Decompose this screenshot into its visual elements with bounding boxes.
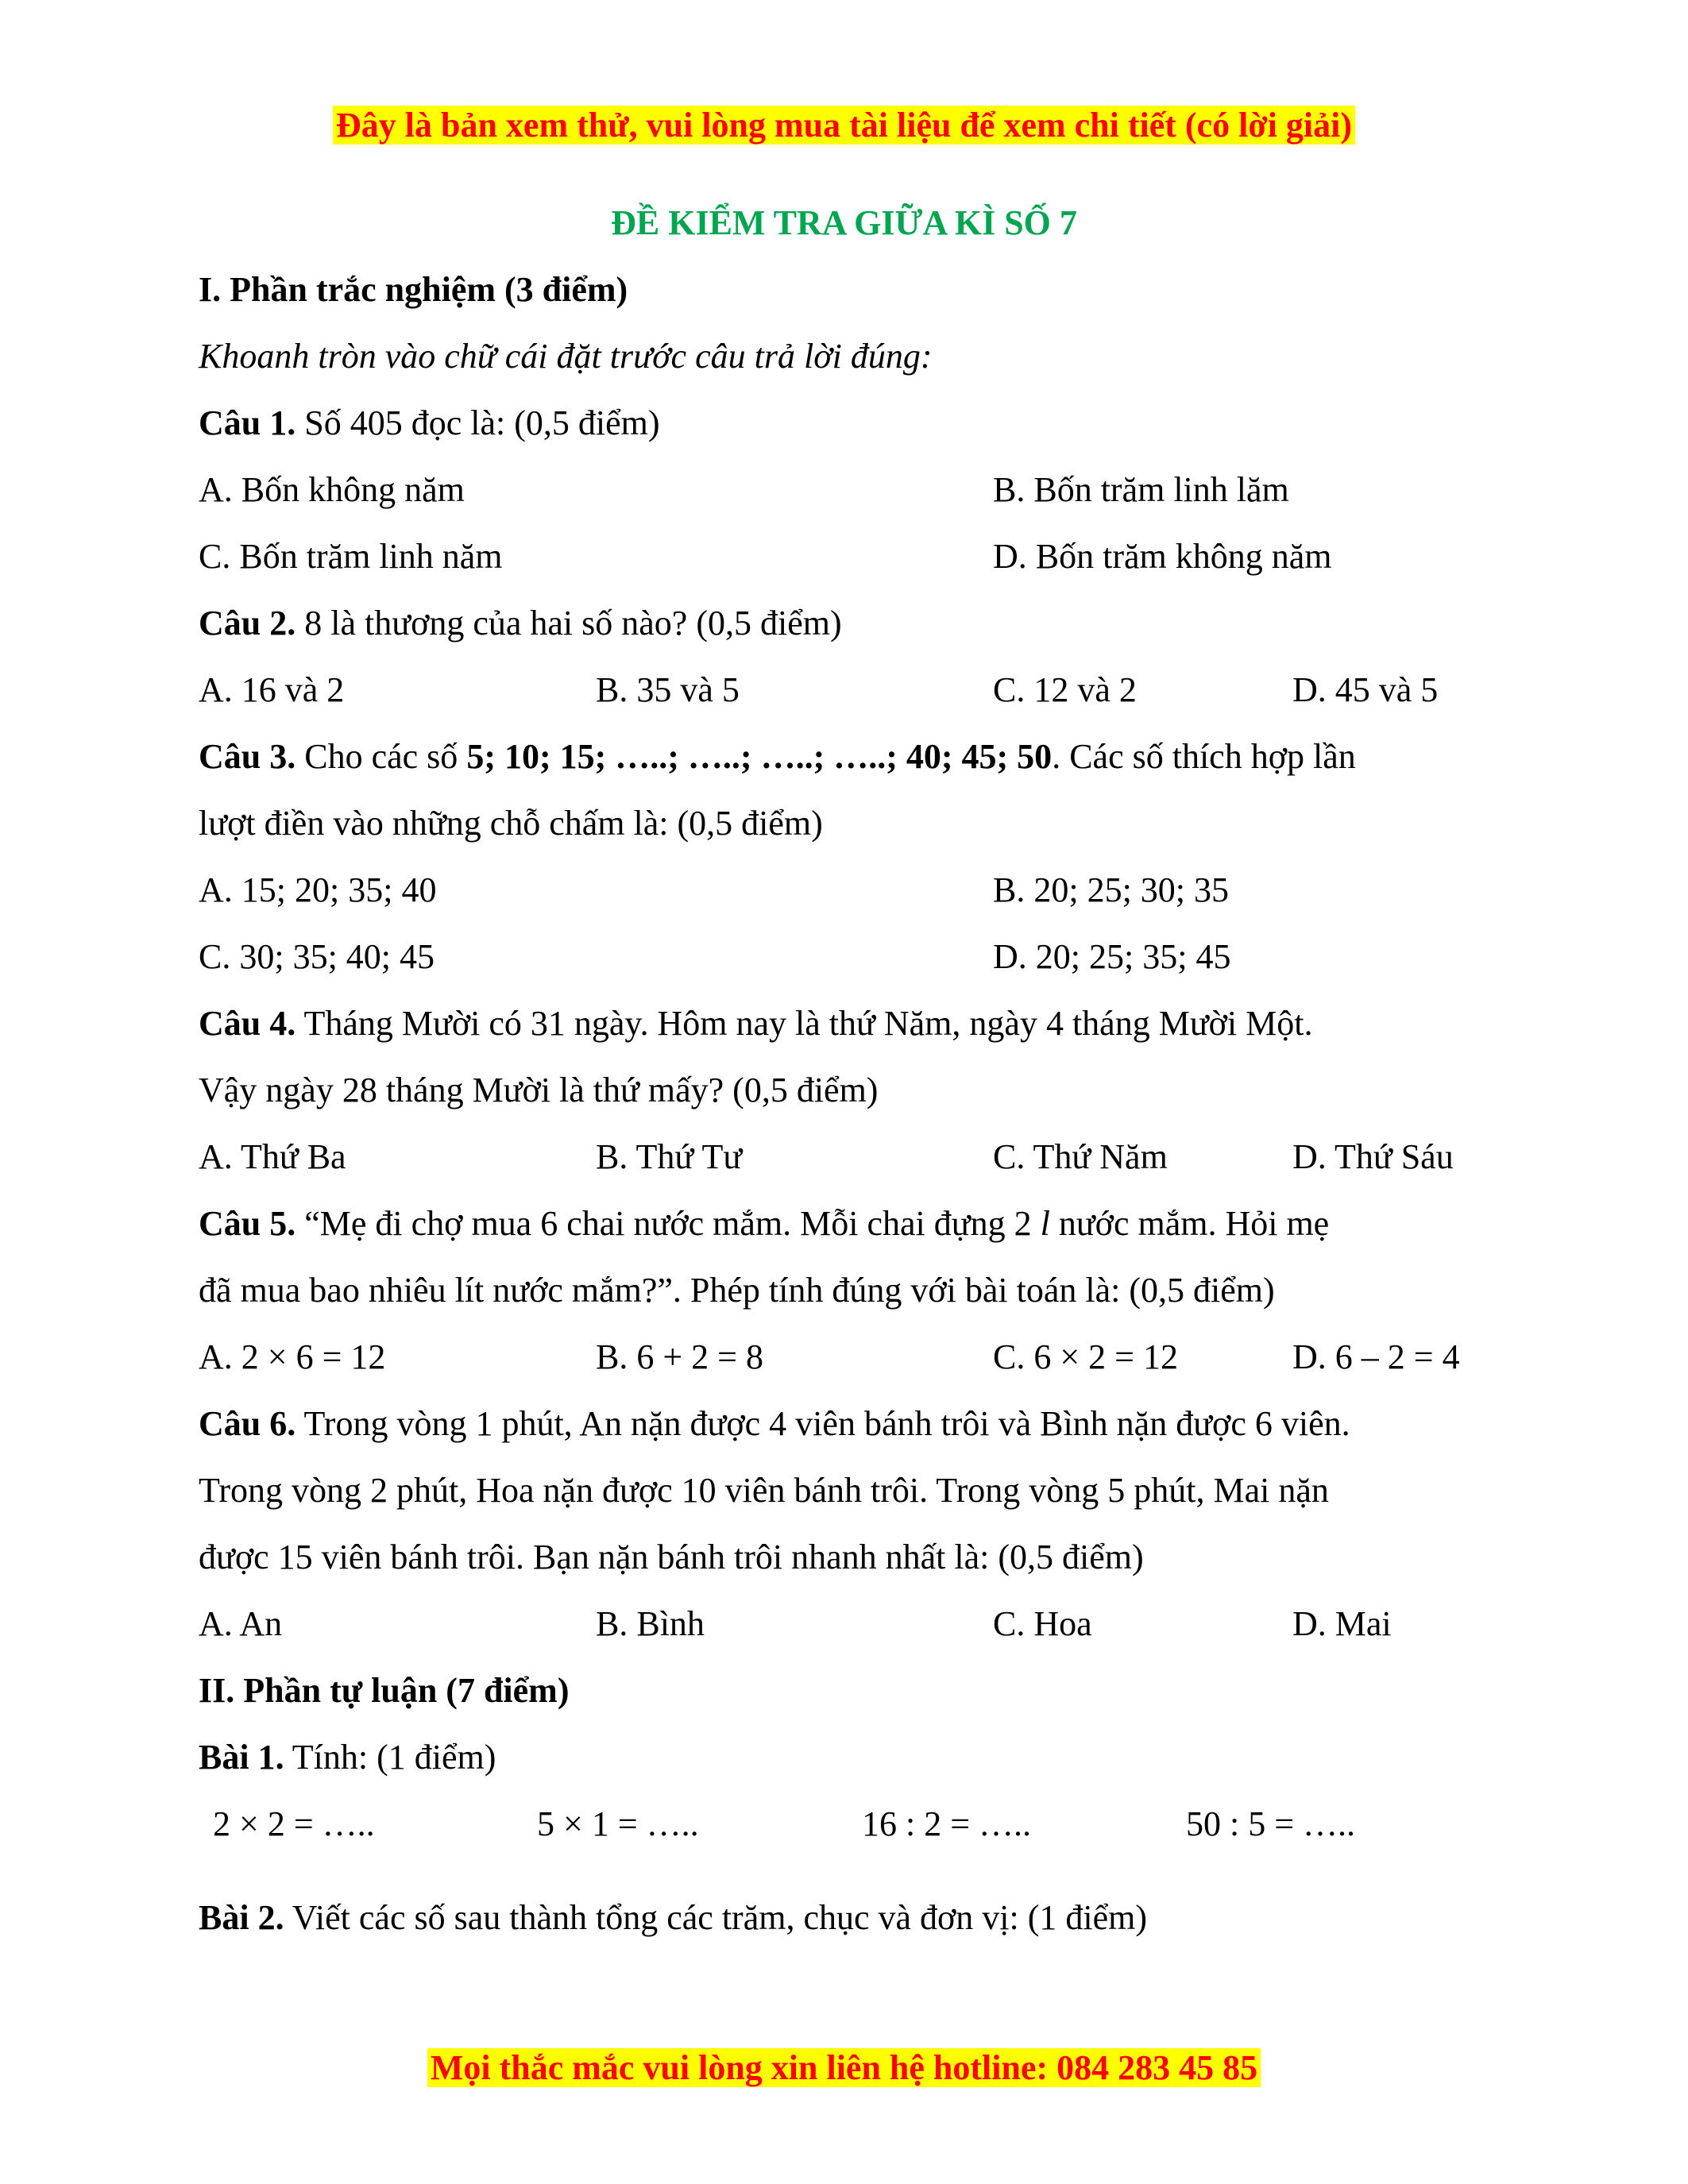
question-5-option-a: A. 2 × 6 = 12 [199, 1337, 386, 1376]
question-2-option-b: B. 35 và 5 [596, 670, 740, 709]
calc-item-2: 5 × 1 = ….. [537, 1804, 699, 1843]
calc-item-3: 16 : 2 = ….. [862, 1804, 1032, 1843]
question-6-option-a: A. An [199, 1604, 283, 1643]
question-2-option-d: D. 45 và 5 [1292, 670, 1439, 709]
preview-banner: Đây là bản xem thử, vui lòng mua tài liệu để xem chi tiết (có lời giải) [333, 106, 1355, 145]
question-2-options [199, 657, 1501, 723]
question-4-text: Tháng Mười có 31 ngày. Hôm nay là thứ Năm, ngày 4 tháng Mười Một. [295, 1004, 1313, 1043]
question-6 [199, 1391, 1501, 1457]
question-2 [199, 590, 1501, 657]
exercise-1 [199, 1724, 1501, 1791]
question-6-text: Trong vòng 1 phút, An nặn được 4 viên bánh trôi và Bình nặn được 6 viên. [295, 1404, 1350, 1443]
question-6-label: Câu 6. [199, 1404, 296, 1443]
question-1-options-row-2 [199, 523, 1501, 590]
exercise-2-label: Bài 2. [199, 1898, 284, 1937]
question-5-text-post: nước mắm. Hỏi mẹ [1049, 1204, 1330, 1243]
question-3 [199, 723, 1501, 790]
question-4-option-b: B. Thứ Tư [596, 1137, 743, 1176]
question-5-line-2: đã mua bao nhiêu lít nước mắm?”. Phép tính đúng với bài toán là: (0,5 điểm) [199, 1271, 1275, 1310]
question-3-option-a: A. 15; 20; 35; 40 [199, 870, 437, 909]
question-1-text: Số 405 đọc là: (0,5 điểm) [295, 403, 660, 442]
question-4-label: Câu 4. [199, 1004, 296, 1043]
question-6-options [199, 1591, 1501, 1657]
hotline-footer: Mọi thắc mắc vui lòng xin liên hệ hotline: 084 283 45 85 [427, 2048, 1261, 2087]
question-1-option-d: D. Bốn trăm không năm [993, 537, 1332, 576]
question-3-line-2: lượt điền vào những chỗ chấm là: (0,5 điểm) [199, 804, 823, 843]
part1-heading: I. Phần trắc nghiệm (3 điểm) [199, 270, 628, 309]
calc-item-4: 50 : 5 = ….. [1186, 1804, 1356, 1843]
question-2-text: 8 là thương của hai số nào? (0,5 điểm) [295, 604, 842, 642]
question-5-label: Câu 5. [199, 1204, 296, 1243]
question-4-option-a: A. Thứ Ba [199, 1137, 346, 1176]
question-4-options [199, 1124, 1501, 1190]
exercise-1-text: Tính: (1 điểm) [284, 1738, 496, 1777]
part1-instruction: Khoanh tròn vào chữ cái đặt trước câu trả lời đúng: [199, 337, 933, 376]
question-3-text-post: . Các số thích hợp lần [1052, 737, 1356, 776]
question-1-option-c: C. Bốn trăm linh năm [199, 537, 503, 576]
question-3-text-pre: Cho các số [295, 737, 467, 776]
question-1 [199, 390, 1501, 457]
question-5-options [199, 1324, 1501, 1391]
question-2-option-c: C. 12 và 2 [993, 670, 1137, 709]
question-6-line-2: Trong vòng 2 phút, Hoa nặn được 10 viên bánh trôi. Trong vòng 5 phút, Mai nặn [199, 1471, 1329, 1510]
question-4-line-2: Vậy ngày 28 tháng Mười là thứ mấy? (0,5 điểm) [199, 1071, 879, 1109]
exam-title: ĐỀ KIỂM TRA GIỮA KÌ SỐ 7 [611, 203, 1077, 242]
question-2-label: Câu 2. [199, 604, 296, 642]
question-5 [199, 1190, 1501, 1257]
exercise-2-text: Viết các số sau thành tổng các trăm, chục và đơn vị: (1 điểm) [284, 1898, 1148, 1937]
question-4-option-c: C. Thứ Năm [993, 1137, 1168, 1176]
question-2-option-a: A. 16 và 2 [199, 670, 345, 709]
question-1-label: Câu 1. [199, 403, 296, 442]
question-6-option-b: B. Bình [596, 1604, 705, 1643]
exercise-2 [199, 1885, 1501, 1951]
question-6-line-3: được 15 viên bánh trôi. Bạn nặn bánh trôi nhanh nhất là: (0,5 điểm) [199, 1538, 1144, 1576]
preview-banner-line [0, 92, 1688, 159]
exercise-1-calculations [199, 1791, 1501, 1858]
question-3-option-c: C. 30; 35; 40; 45 [199, 937, 435, 976]
question-5-option-c: C. 6 × 2 = 12 [993, 1337, 1178, 1376]
question-6-option-c: C. Hoa [993, 1604, 1092, 1643]
question-3-label: Câu 3. [199, 737, 296, 776]
footer-line [0, 2035, 1688, 2101]
question-3-options-row-2 [199, 924, 1501, 990]
exercise-1-label: Bài 1. [199, 1738, 284, 1777]
question-3-options-row-1 [199, 857, 1501, 924]
question-5-text-pre: “Mẹ đi chợ mua 6 chai nước mắm. Mỗi chai đựng 2 [295, 1204, 1041, 1243]
question-5-option-d: D. 6 – 2 = 4 [1292, 1337, 1460, 1376]
question-4 [199, 990, 1501, 1057]
question-5-option-b: B. 6 + 2 = 8 [596, 1337, 763, 1376]
question-3-sequence: 5; 10; 15; …..; …..; …..; …..; 40; 45; 50 [466, 737, 1053, 776]
part2-heading: II. Phần tự luận (7 điểm) [199, 1671, 570, 1710]
question-5-unit: l [1040, 1204, 1050, 1243]
question-3-option-b: B. 20; 25; 30; 35 [993, 870, 1230, 909]
question-4-option-d: D. Thứ Sáu [1292, 1137, 1454, 1176]
question-1-option-b: B. Bốn trăm linh lăm [993, 470, 1289, 509]
calc-item-1: 2 × 2 = ….. [213, 1804, 375, 1843]
question-1-options-row-1 [199, 457, 1501, 523]
question-3-option-d: D. 20; 25; 35; 45 [993, 937, 1231, 976]
question-6-option-d: D. Mai [1292, 1604, 1392, 1643]
question-1-option-a: A. Bốn không năm [199, 470, 465, 509]
